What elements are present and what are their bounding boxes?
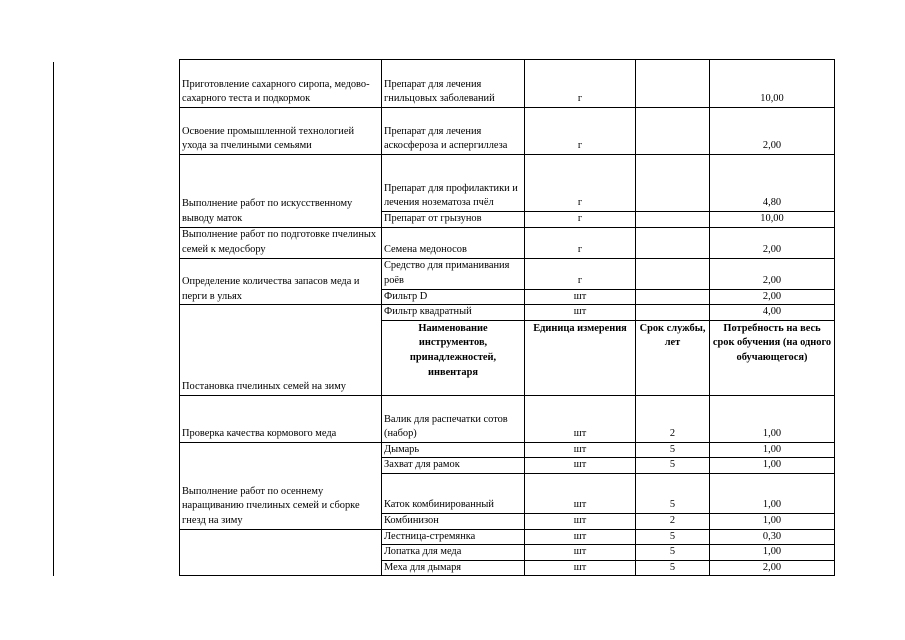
need-cell: 1,00 — [710, 473, 835, 513]
item-name-cell: Семена медоносов — [382, 227, 525, 258]
need-cell: 2,00 — [710, 289, 835, 305]
work-cell: Проверка качества кормового меда — [180, 395, 382, 442]
item-name-cell: Дымарь — [382, 442, 525, 458]
work-cell: Выполнение работ по искусственному выводу маток — [180, 155, 382, 228]
equipment-table — [179, 59, 835, 576]
table-row — [180, 529, 835, 545]
unit-cell: шт — [525, 305, 636, 321]
need-cell: 1,00 — [710, 513, 835, 529]
work-cell: Приготовление сахарного сиропа, медово-сахарного теста и подкормок — [180, 60, 382, 108]
need-cell: 10,00 — [710, 212, 835, 228]
life-cell: 2 — [636, 395, 710, 442]
table-row — [180, 395, 835, 442]
need-cell: 4,80 — [710, 155, 835, 212]
unit-cell: шт — [525, 458, 636, 474]
need-cell: 1,00 — [710, 442, 835, 458]
unit-cell: шт — [525, 289, 636, 305]
life-cell: 5 — [636, 545, 710, 561]
item-name-cell: Средство для приманивания роёв — [382, 258, 525, 289]
unit-cell: г — [525, 60, 636, 108]
item-name-cell: Лестница-стремянка — [382, 529, 525, 545]
life-cell — [636, 60, 710, 108]
header-unit: Единица измерения — [525, 320, 636, 395]
item-name-cell: Комбинизон — [382, 513, 525, 529]
need-cell: 2,00 — [710, 108, 835, 155]
unit-cell: шт — [525, 395, 636, 442]
unit-cell: шт — [525, 442, 636, 458]
table-row — [180, 227, 835, 258]
life-cell — [636, 212, 710, 228]
life-cell — [636, 258, 710, 289]
item-name-cell: Фильтр D — [382, 289, 525, 305]
life-cell — [636, 155, 710, 212]
table-row — [180, 258, 835, 289]
item-name-cell: Фильтр квадратный — [382, 305, 525, 321]
work-cell: Определение количества запасов меда и перги в ульях — [180, 258, 382, 305]
life-cell — [636, 108, 710, 155]
life-cell: 5 — [636, 560, 710, 576]
need-cell: 2,00 — [710, 227, 835, 258]
need-cell: 1,00 — [710, 545, 835, 561]
unit-cell: шт — [525, 545, 636, 561]
life-cell: 5 — [636, 458, 710, 474]
item-name-cell: Каток комбинированный — [382, 473, 525, 513]
life-cell — [636, 227, 710, 258]
item-name-cell: Меха для дымаря — [382, 560, 525, 576]
unit-cell: г — [525, 227, 636, 258]
table-row — [180, 305, 835, 321]
unit-cell: г — [525, 155, 636, 212]
work-cell: Освоение промышленной технологией ухода за пчелиными семьями — [180, 108, 382, 155]
life-cell — [636, 289, 710, 305]
table-row — [180, 108, 835, 155]
item-name-cell: Препарат от грызунов — [382, 212, 525, 228]
item-name-cell: Лопатка для меда — [382, 545, 525, 561]
table-row — [180, 155, 835, 212]
need-cell: 4,00 — [710, 305, 835, 321]
unit-cell: г — [525, 212, 636, 228]
unit-cell: шт — [525, 560, 636, 576]
need-cell: 1,00 — [710, 458, 835, 474]
work-cell — [180, 529, 382, 576]
item-name-cell: Захват для рамок — [382, 458, 525, 474]
unit-cell: шт — [525, 529, 636, 545]
unit-cell: г — [525, 108, 636, 155]
header-name: Наименование инструментов, принадлежностей, инвентаря — [382, 320, 525, 395]
item-name-cell: Препарат для лечения аскосфероза и аспергиллеза — [382, 108, 525, 155]
header-need: Потребность на весь срок обучения (на одного обучающегося) — [710, 320, 835, 395]
item-name-cell: Препарат для лечения гнильцовых заболеваний — [382, 60, 525, 108]
header-life: Срок службы, лет — [636, 320, 710, 395]
item-name-cell: Валик для распечатки сотов (набор) — [382, 395, 525, 442]
need-cell: 10,00 — [710, 60, 835, 108]
life-cell: 5 — [636, 442, 710, 458]
need-cell: 1,00 — [710, 395, 835, 442]
need-cell: 2,00 — [710, 258, 835, 289]
table-row — [180, 442, 835, 458]
unit-cell: г — [525, 258, 636, 289]
life-cell: 5 — [636, 529, 710, 545]
life-cell: 5 — [636, 473, 710, 513]
table-row — [180, 60, 835, 108]
work-cell: Выполнение работ по подготовке пчелиных семей к медосбору — [180, 227, 382, 258]
item-name-cell: Препарат для профилактики и лечения нозематоза пчёл — [382, 155, 525, 212]
unit-cell: шт — [525, 473, 636, 513]
need-cell: 2,00 — [710, 560, 835, 576]
page-margin-line — [53, 62, 54, 576]
work-cell: Выполнение работ по осеннему наращиванию пчелиных семей и сборке гнезд на зиму — [180, 442, 382, 529]
work-cell: Постановка пчелиных семей на зиму — [180, 305, 382, 396]
life-cell: 2 — [636, 513, 710, 529]
need-cell: 0,30 — [710, 529, 835, 545]
unit-cell: шт — [525, 513, 636, 529]
life-cell — [636, 305, 710, 321]
